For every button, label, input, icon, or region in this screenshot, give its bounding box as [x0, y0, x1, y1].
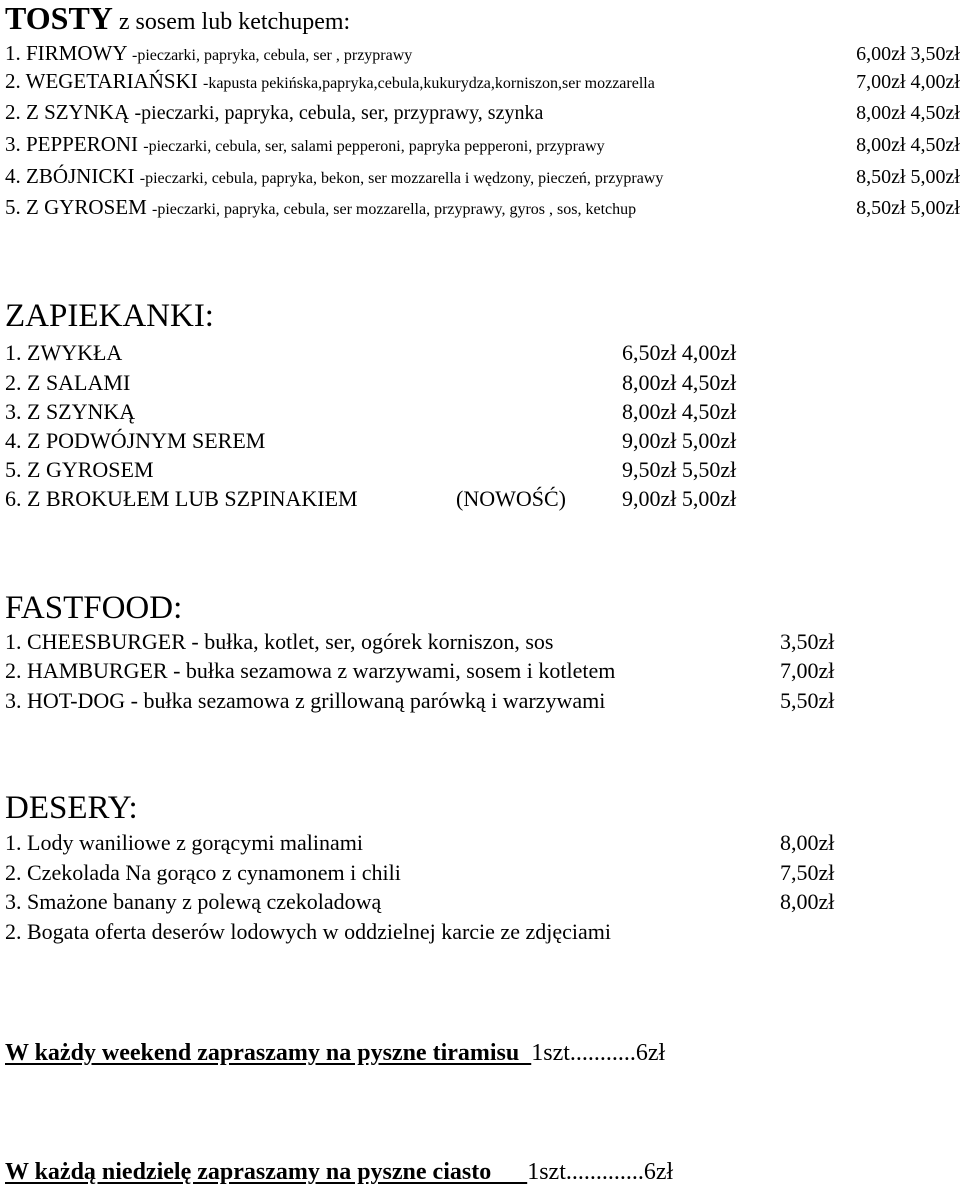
- tosty-title: TOSTY: [5, 0, 113, 36]
- promo-text: W każdy weekend zapraszamy na pyszne tiramisu: [5, 1040, 532, 1066]
- menu-item-price: 9,00zł 5,00zł: [622, 486, 737, 511]
- item-name: 5. Z GYROSEM: [5, 195, 153, 219]
- menu-item-note: (NOWOŚĆ): [456, 486, 566, 511]
- item-price: 8,00zł 4,50zł: [856, 102, 960, 124]
- item-description: -pieczarki, cebula, ser, salami pepperoni, papryka pepperoni, przyprawy: [143, 138, 605, 155]
- item-description: -pieczarki, papryka, cebula, ser mozzarella, przyprawy, gyros , sos, ketchup: [152, 201, 637, 218]
- section-title-zapiekanki: ZAPIEKANKI:: [5, 298, 214, 334]
- item-price: 8,00zł 4,50zł: [856, 134, 960, 156]
- promo-ciasto: [5, 1160, 673, 1184]
- item-name: 2. WEGETARIAŃSKI: [5, 69, 203, 93]
- item-description: -kapusta pekińska,papryka,cebula,kukurydza,korniszon,ser mozzarella: [203, 75, 655, 92]
- menu-item-name: 2. Z SALAMI: [5, 370, 131, 395]
- menu-item-name: 1. ZWYKŁA: [5, 340, 123, 365]
- item-price: 8,50zł 5,00zł: [856, 197, 960, 219]
- menu-item: [5, 197, 636, 218]
- menu-item-price: 7,00zł: [780, 658, 835, 683]
- menu-item-name: 4. Z PODWÓJNYM SEREM: [5, 428, 266, 453]
- menu-item: [5, 71, 655, 92]
- item-name: 4. ZBÓJNICKI: [5, 164, 140, 188]
- item-description: -pieczarki, papryka, cebula, ser, przyprawy, szynka: [134, 102, 544, 124]
- menu-item-price: 7,50zł: [780, 860, 835, 885]
- item-description: -pieczarki, cebula, papryka, bekon, ser mozzarella i wędzony, pieczeń, przyprawy: [139, 170, 664, 187]
- tosty-subtitle: z sosem lub ketchupem:: [112, 9, 351, 35]
- menu-item-price: 8,00zł 4,50zł: [622, 370, 737, 395]
- menu-item-price: 5,50zł: [780, 688, 835, 713]
- menu-item: [5, 166, 663, 187]
- promo-price: 1szt.............6zł: [527, 1159, 674, 1185]
- item-price: 7,00zł 4,00zł: [856, 71, 960, 93]
- menu-item-name: 3. Z SZYNKĄ: [5, 399, 136, 424]
- menu-item-name: 3. HOT-DOG - bułka sezamowa z grillowaną parówką i warzywami: [5, 688, 606, 713]
- promo-tiramisu: [5, 1041, 665, 1065]
- menu-item-price: 9,00zł 5,00zł: [622, 428, 737, 453]
- menu-item-price: 8,00zł: [780, 830, 835, 855]
- item-price: 8,50zł 5,00zł: [856, 166, 960, 188]
- menu-item: [5, 102, 543, 123]
- menu-item-name: 1. CHEESBURGER - bułka, kotlet, ser, ogórek korniszon, sos: [5, 629, 554, 654]
- menu-item-name: 6. Z BROKUŁEM LUB SZPINAKIEM: [5, 486, 358, 511]
- menu-item-name: 3. Smażone banany z polewą czekoladową: [5, 889, 382, 914]
- menu-item: [5, 134, 605, 155]
- section-title-fastfood: FASTFOOD:: [5, 590, 183, 626]
- item-price: 6,00zł 3,50zł: [856, 43, 960, 65]
- menu-note: 2. Bogata oferta deserów lodowych w oddzielnej karcie ze zdjęciami: [5, 919, 611, 944]
- menu-item-price: 3,50zł: [780, 629, 835, 654]
- menu-item-name: 1. Lody waniliowe z gorącymi malinami: [5, 830, 364, 855]
- section-title-desery: DESERY:: [5, 790, 138, 826]
- promo-text: W każdą niedzielę zapraszamy na pyszne ciasto: [5, 1159, 528, 1185]
- menu-item-price: 8,00zł 4,50zł: [622, 399, 737, 424]
- menu-item-price: 6,50zł 4,00zł: [622, 340, 737, 365]
- item-description: -pieczarki, papryka, cebula, ser , przyprawy: [131, 47, 413, 64]
- menu-item-price: 8,00zł: [780, 889, 835, 914]
- promo-price: 1szt...........6zł: [531, 1040, 666, 1066]
- item-name: 3. PEPPERONI: [5, 132, 144, 156]
- section-title-tosty: [5, 2, 350, 34]
- menu-item-name: 5. Z GYROSEM: [5, 457, 154, 482]
- item-name: 1. FIRMOWY: [5, 41, 132, 65]
- menu-item-name: 2. Czekolada Na gorąco z cynamonem i chili: [5, 860, 401, 885]
- menu-item: [5, 43, 412, 64]
- item-name: 2. Z SZYNKĄ: [5, 100, 135, 124]
- menu-item-price: 9,50zł 5,50zł: [622, 457, 737, 482]
- menu-item-name: 2. HAMBURGER - bułka sezamowa z warzywami, sosem i kotletem: [5, 658, 616, 683]
